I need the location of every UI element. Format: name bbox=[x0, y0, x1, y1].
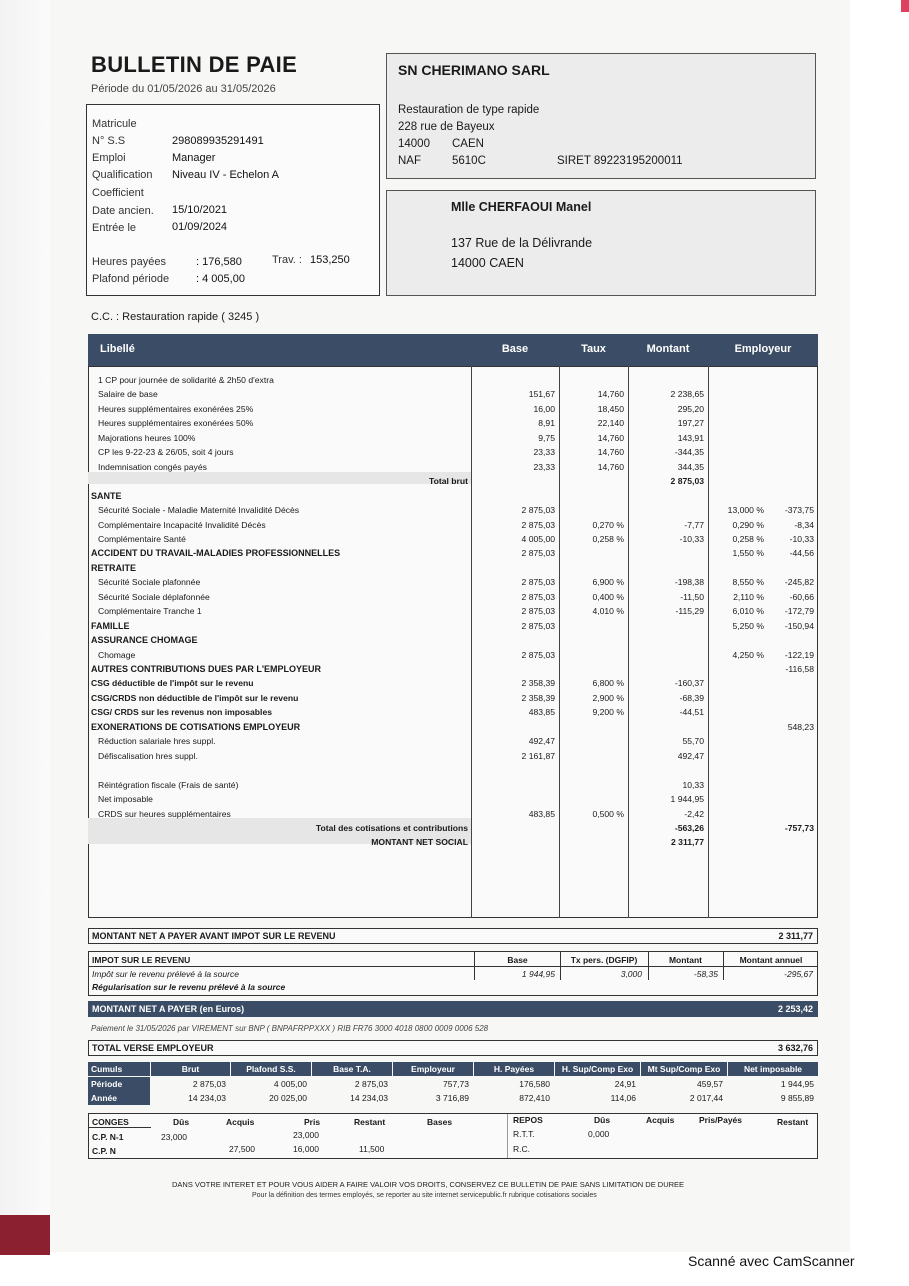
cumuls-header: Base T.A. bbox=[312, 1062, 392, 1076]
emploi-label: Emploi bbox=[92, 152, 126, 164]
row-employer-amount: -60,66 bbox=[789, 591, 814, 602]
row-base: 2 875,03 bbox=[521, 505, 555, 516]
table-row bbox=[88, 417, 818, 431]
row-employer-amount: -373,75 bbox=[784, 505, 814, 516]
row-employer-rate: 13,000 % bbox=[727, 505, 764, 516]
table-row bbox=[88, 533, 818, 547]
row-base: 483,85 bbox=[528, 808, 555, 819]
cumuls-row-label: Période bbox=[88, 1077, 150, 1091]
row-label: Défiscalisation hres suppl. bbox=[98, 750, 198, 761]
row-employer-amount: -116,58 bbox=[785, 664, 814, 674]
income-tax-line: Impôt sur le revenu prélevé à la source bbox=[92, 969, 239, 979]
heures-label: Heures payées bbox=[92, 256, 166, 268]
row-label: Heures supplémentaires exonérées 50% bbox=[98, 418, 254, 429]
table-row bbox=[88, 721, 818, 735]
total-employer-bar bbox=[88, 1040, 818, 1056]
table-row bbox=[88, 605, 818, 619]
row-amount: 197,27 bbox=[677, 418, 704, 429]
row-amount: 2 311,77 bbox=[671, 837, 704, 848]
table-row bbox=[88, 388, 818, 402]
nss-label: N° S.S bbox=[92, 135, 126, 147]
row-amount: 143,91 bbox=[677, 432, 704, 443]
row-base: 2 875,03 bbox=[521, 591, 555, 602]
cp-n1-dus: 23,000 bbox=[161, 1132, 187, 1142]
cumuls-header: Cumuls bbox=[88, 1062, 150, 1076]
table-row bbox=[88, 519, 818, 533]
scan-edge-bottom-left bbox=[0, 1215, 50, 1255]
heures-value: : 176,580 bbox=[196, 256, 242, 268]
row-amount: 344,35 bbox=[677, 461, 704, 472]
row-base: 151,67 bbox=[528, 389, 555, 400]
row-label: Indemnisation congés payés bbox=[98, 461, 207, 472]
row-rate: 0,270 % bbox=[592, 519, 624, 530]
row-amount: -2,42 bbox=[684, 808, 704, 819]
main-table-header bbox=[88, 334, 818, 366]
table-row bbox=[88, 822, 818, 836]
row-label: Heures supplémentaires exonérées 25% bbox=[98, 403, 254, 414]
date-ancien-value: 15/10/2021 bbox=[172, 204, 228, 216]
row-rate: 0,258 % bbox=[592, 533, 624, 544]
row-label: Réduction salariale hres suppl. bbox=[98, 736, 216, 747]
row-label: CP les 9-22-23 & 26/05, soit 4 jours bbox=[98, 447, 234, 458]
row-base: 23,33 bbox=[533, 447, 555, 458]
conges-box bbox=[88, 1113, 818, 1159]
cumuls-cell: 4 005,00 bbox=[273, 1079, 307, 1089]
row-base: 2 358,39 bbox=[521, 678, 555, 689]
recipient-name: Mlle CHERFAOUI Manel bbox=[451, 200, 592, 214]
row-rate: 6,900 % bbox=[592, 577, 624, 588]
date-ancien-label: Date ancien. bbox=[92, 205, 154, 217]
table-row bbox=[88, 836, 818, 850]
row-employer-amount: -122,19 bbox=[784, 649, 814, 660]
conges-header-restant: Restant bbox=[354, 1117, 386, 1127]
row-amount: -68,39 bbox=[679, 692, 704, 703]
company-name: SN CHERIMANO SARL bbox=[398, 62, 550, 78]
conges-header-pris: Pris bbox=[304, 1117, 321, 1127]
row-employer-amount: -8,34 bbox=[794, 519, 814, 530]
row-amount: -198,38 bbox=[674, 577, 704, 588]
row-employer-amount: -757,73 bbox=[784, 822, 814, 833]
row-label: CRDS sur heures supplémentaires bbox=[98, 808, 231, 819]
cumuls-cell: 14 234,03 bbox=[350, 1093, 388, 1103]
repos-header-pris: Pris/Payés bbox=[699, 1115, 743, 1125]
plafond-label: Plafond période bbox=[92, 273, 170, 285]
row-label: FAMILLE bbox=[91, 620, 130, 631]
net-before-tax-label: MONTANT NET A PAYER AVANT IMPOT SUR LE REVENU bbox=[92, 931, 336, 941]
table-row bbox=[88, 764, 818, 778]
cumuls-cell: 757,73 bbox=[443, 1079, 469, 1089]
cp-n1-pris: 23,000 bbox=[293, 1130, 319, 1140]
row-base: 2 875,03 bbox=[521, 649, 555, 660]
row-label: Complémentaire Tranche 1 bbox=[98, 606, 202, 617]
cumuls-cell: 872,410 bbox=[519, 1093, 550, 1103]
table-row bbox=[88, 374, 818, 388]
table-row bbox=[88, 706, 818, 720]
table-row bbox=[88, 475, 818, 489]
income-tax-box bbox=[88, 951, 818, 996]
table-row bbox=[88, 663, 818, 677]
cp-n-restant: 11,500 bbox=[359, 1144, 385, 1154]
table-row bbox=[88, 562, 818, 576]
row-employer-rate: 1,550 % bbox=[732, 548, 764, 559]
row-label: Net imposable bbox=[98, 794, 153, 805]
row-rate: 14,760 bbox=[597, 447, 624, 458]
row-label: Salaire de base bbox=[98, 389, 158, 400]
conges-header-acquis: Acquis bbox=[226, 1117, 255, 1127]
table-row bbox=[88, 750, 818, 764]
row-label: Total brut bbox=[429, 476, 468, 487]
cp-n-label: C.P. N bbox=[92, 1146, 116, 1156]
table-row bbox=[88, 677, 818, 691]
cp-n1-label: C.P. N-1 bbox=[92, 1132, 124, 1142]
table-row bbox=[88, 591, 818, 605]
repos-header-restant: Restant bbox=[777, 1117, 809, 1127]
row-base: 16,00 bbox=[533, 403, 555, 414]
row-amount: -344,35 bbox=[674, 447, 704, 458]
cumuls-header: Plafond S.S. bbox=[231, 1062, 311, 1076]
row-base: 4 005,00 bbox=[521, 533, 555, 544]
row-amount: 1 944,95 bbox=[670, 794, 704, 805]
income-tax-header-rate: Tx pers. (DGFIP) bbox=[570, 955, 638, 965]
header-libelle: Libellé bbox=[100, 343, 135, 355]
cumuls-cell: 14 234,03 bbox=[188, 1093, 226, 1103]
income-tax-header-base: Base bbox=[507, 955, 528, 965]
row-rate: 6,800 % bbox=[592, 678, 624, 689]
table-row bbox=[88, 432, 818, 446]
row-label: RETRAITE bbox=[91, 562, 136, 573]
row-employer-rate: 2,110 % bbox=[733, 591, 764, 602]
cp-n-pris: 16,000 bbox=[293, 1144, 319, 1154]
row-label: EXONERATIONS DE COTISATIONS EMPLOYEUR bbox=[91, 721, 301, 732]
row-label: CSG déductible de l'impôt sur le revenu bbox=[91, 678, 254, 689]
nss-value: 298089935291491 bbox=[172, 135, 264, 147]
row-label: Chomage bbox=[98, 649, 136, 660]
row-amount: -11,50 bbox=[680, 591, 704, 602]
row-base: 483,85 bbox=[528, 707, 555, 718]
row-amount: -44,51 bbox=[679, 707, 704, 718]
cumuls-cell: 2 875,03 bbox=[192, 1079, 226, 1089]
row-amount: 2 875,03 bbox=[670, 476, 704, 487]
row-base: 2 358,39 bbox=[521, 692, 555, 703]
cumuls-cell: 24,91 bbox=[614, 1079, 636, 1089]
table-row bbox=[88, 634, 818, 648]
row-base: 2 875,03 bbox=[521, 577, 555, 588]
row-amount: -10,33 bbox=[679, 533, 704, 544]
row-label: ASSURANCE CHOMAGE bbox=[91, 635, 198, 646]
siret-value: SIRET 89223195200011 bbox=[557, 155, 683, 167]
recipient-city: 14000 CAEN bbox=[451, 256, 524, 270]
row-rate: 14,760 bbox=[597, 461, 624, 472]
income-tax-annual: -295,67 bbox=[784, 969, 813, 979]
row-label: Majorations heures 100% bbox=[98, 432, 196, 443]
cumuls-table bbox=[88, 1062, 818, 1106]
table-row bbox=[88, 779, 818, 793]
row-label: AUTRES CONTRIBUTIONS DUES PAR L'EMPLOYEUR bbox=[91, 664, 321, 674]
row-rate: 9,200 % bbox=[592, 707, 624, 718]
camscanner-watermark: Scanné avec CamScanner bbox=[688, 1253, 855, 1269]
repos-title: REPOS bbox=[513, 1115, 543, 1125]
row-label: Réintégration fiscale (Frais de santé) bbox=[98, 779, 239, 790]
row-rate: 2,900 % bbox=[592, 692, 624, 703]
cumuls-cell: 9 855,89 bbox=[780, 1093, 814, 1103]
conges-header-bases: Bases bbox=[427, 1117, 453, 1127]
entree-label: Entrée le bbox=[92, 222, 137, 234]
row-rate: 18,450 bbox=[597, 403, 624, 414]
row-base: 8,91 bbox=[538, 418, 555, 429]
row-rate: 14,760 bbox=[597, 432, 624, 443]
row-label: CSG/ CRDS sur les revenus non imposables bbox=[91, 707, 272, 718]
header-taux: Taux bbox=[581, 343, 606, 355]
income-tax-header-amount: Montant bbox=[668, 955, 703, 965]
row-amount: -7,77 bbox=[684, 519, 704, 530]
cumuls-cell: 2 875,03 bbox=[354, 1079, 388, 1089]
cumuls-header: H. Sup/Comp Exo bbox=[555, 1062, 640, 1076]
trav-value: 153,250 bbox=[310, 254, 350, 266]
total-employer-label: TOTAL VERSE EMPLOYEUR bbox=[92, 1043, 214, 1053]
net-to-pay-bar bbox=[88, 1001, 818, 1017]
row-base: 2 875,03 bbox=[521, 620, 555, 631]
row-label: Sécurité Sociale plafonnée bbox=[98, 577, 201, 588]
row-employer-rate: 8,550 % bbox=[732, 577, 764, 588]
header-base: Base bbox=[501, 343, 529, 355]
row-base: 2 161,87 bbox=[521, 750, 555, 761]
row-rate: 0,500 % bbox=[592, 808, 624, 819]
row-amount: 492,47 bbox=[677, 750, 704, 761]
row-base: 23,33 bbox=[533, 461, 555, 472]
header-employeur: Employeur bbox=[734, 343, 792, 355]
cumuls-cell: 20 025,00 bbox=[269, 1093, 307, 1103]
row-amount: 10,33 bbox=[682, 779, 704, 790]
table-row bbox=[88, 461, 818, 475]
row-base: 2 875,03 bbox=[521, 548, 555, 559]
row-amount: -115,29 bbox=[675, 606, 704, 617]
rc-label: R.C. bbox=[513, 1144, 530, 1154]
company-activity: Restauration de type rapide bbox=[398, 104, 540, 116]
row-rate: 0,400 % bbox=[592, 591, 624, 602]
row-amount: -160,37 bbox=[674, 678, 704, 689]
income-tax-base: 1 944,95 bbox=[521, 969, 555, 979]
net-to-pay-label: MONTANT NET A PAYER (en Euros) bbox=[92, 1004, 245, 1014]
pay-period: Période du 01/05/2026 au 31/05/2026 bbox=[91, 83, 276, 95]
table-row bbox=[88, 504, 818, 518]
net-to-pay-value: 2 253,42 bbox=[777, 1004, 813, 1014]
row-label: ACCIDENT DU TRAVAIL-MALADIES PROFESSIONNELLES bbox=[91, 548, 341, 559]
row-rate: 14,760 bbox=[597, 389, 624, 400]
row-base: 9,75 bbox=[538, 432, 555, 443]
row-amount: 2 238,65 bbox=[670, 389, 704, 400]
row-base: 2 875,03 bbox=[521, 606, 555, 617]
company-zip: 14000 bbox=[398, 138, 430, 150]
table-row bbox=[88, 793, 818, 807]
row-amount: -563,26 bbox=[674, 822, 704, 833]
cumuls-header: Net imposable bbox=[728, 1062, 818, 1076]
cumuls-header: Mt Sup/Comp Exo bbox=[641, 1062, 727, 1076]
table-row bbox=[88, 692, 818, 706]
qualification-value: Niveau IV - Echelon A bbox=[172, 169, 280, 181]
row-label: SANTE bbox=[91, 490, 122, 501]
row-base: 492,47 bbox=[528, 736, 555, 747]
row-employer-amount: -150,94 bbox=[784, 620, 814, 631]
matricule-label: Matricule bbox=[92, 118, 137, 130]
table-row bbox=[88, 446, 818, 460]
cumuls-cell: 1 944,95 bbox=[780, 1079, 814, 1089]
row-employer-rate: 0,290 % bbox=[732, 519, 764, 530]
rtt-label: R.T.T. bbox=[513, 1129, 535, 1139]
row-employer-rate: 5,250 % bbox=[732, 620, 764, 631]
coefficient-label: Coefficient bbox=[92, 187, 144, 199]
row-label: Sécurité Sociale déplafonnée bbox=[98, 591, 210, 602]
cp-n-acquis: 27,500 bbox=[229, 1144, 255, 1154]
emploi-value: Manager bbox=[172, 152, 216, 164]
income-tax-rate: 3,000 bbox=[620, 969, 642, 979]
footer-definition: Pour la définition des termes employés, se reporter au site internet servicepublic.fr rubrique cotisations sociales bbox=[252, 1192, 597, 1199]
qualification-label: Qualification bbox=[92, 169, 153, 181]
convention-collective: C.C. : Restauration rapide ( 3245 ) bbox=[91, 311, 260, 323]
table-row bbox=[88, 808, 818, 822]
cumuls-header: H. Payées bbox=[474, 1062, 554, 1076]
row-label: CSG/CRDS non déductible de l'impôt sur le revenu bbox=[91, 692, 299, 703]
row-base: 2 875,03 bbox=[521, 519, 555, 530]
row-employer-amount: -245,82 bbox=[784, 577, 814, 588]
row-label: 1 CP pour journée de solidarité & 2h50 d'extra bbox=[98, 375, 274, 385]
trav-label: Trav. : bbox=[272, 254, 302, 266]
rtt-dus: 0,000 bbox=[588, 1129, 610, 1139]
net-before-tax-bar bbox=[88, 928, 818, 944]
row-employer-amount: 548,23 bbox=[787, 721, 814, 732]
row-label: Complémentaire Santé bbox=[98, 533, 186, 544]
plafond-value: : 4 005,00 bbox=[196, 273, 245, 285]
table-row bbox=[88, 649, 818, 663]
cumuls-header: Employeur bbox=[393, 1062, 473, 1076]
income-tax-regularisation: Régularisation sur le revenu prélevé à la source bbox=[92, 982, 286, 992]
table-row bbox=[88, 490, 818, 504]
cumuls-cell: 459,57 bbox=[697, 1079, 723, 1089]
conges-title: CONGES bbox=[92, 1117, 129, 1127]
conges-header-dus: Dûs bbox=[173, 1117, 190, 1127]
income-tax-header-annual: Montant annuel bbox=[739, 955, 803, 965]
repos-header-dus: Dûs bbox=[594, 1115, 611, 1125]
table-row bbox=[88, 547, 818, 561]
document-title: BULLETIN DE PAIE bbox=[91, 52, 298, 77]
cumuls-header: Brut bbox=[151, 1062, 230, 1076]
recipient-street: 137 Rue de la Délivrande bbox=[451, 236, 593, 250]
table-row bbox=[88, 735, 818, 749]
row-amount: 295,20 bbox=[677, 403, 704, 414]
cumuls-row-label: Année bbox=[88, 1091, 150, 1105]
net-before-tax-value: 2 311,77 bbox=[778, 931, 813, 941]
row-employer-rate: 0,258 % bbox=[732, 533, 764, 544]
row-employer-amount: -44,56 bbox=[789, 548, 814, 559]
row-label: Complémentaire Incapacité Invalidité Décès bbox=[98, 519, 266, 530]
cumuls-cell: 176,580 bbox=[519, 1079, 550, 1089]
row-employer-rate: 6,010 % bbox=[732, 606, 764, 617]
cumuls-cell: 3 716,89 bbox=[435, 1093, 469, 1103]
row-employer-amount: -10,33 bbox=[789, 533, 814, 544]
row-label: Total des cotisations et contributions bbox=[315, 822, 468, 833]
row-amount: 55,70 bbox=[682, 736, 704, 747]
row-employer-amount: -172,79 bbox=[784, 606, 814, 617]
table-row bbox=[88, 576, 818, 590]
income-tax-amount: -58,35 bbox=[693, 969, 718, 979]
cumuls-cell: 2 017,44 bbox=[689, 1093, 723, 1103]
table-row bbox=[88, 620, 818, 634]
row-rate: 22,140 bbox=[597, 418, 624, 429]
cumuls-cell: 114,06 bbox=[610, 1093, 636, 1103]
row-rate: 4,010 % bbox=[592, 606, 624, 617]
entree-value: 01/09/2024 bbox=[172, 221, 228, 233]
footer-notice: DANS VOTRE INTERET ET POUR VOUS AIDER A FAIRE VALOIR VOS DROITS, CONSERVEZ CE BULLETIN DE PAIE SANS LIMITATION DE DUREE bbox=[172, 1180, 685, 1189]
header-montant: Montant bbox=[646, 343, 690, 355]
naf-label: NAF bbox=[398, 155, 421, 167]
company-city: CAEN bbox=[452, 138, 484, 150]
row-label: MONTANT NET SOCIAL bbox=[371, 837, 468, 848]
row-label: Sécurité Sociale - Maladie Maternité Invalidité Décès bbox=[98, 505, 300, 516]
repos-header-acquis: Acquis bbox=[646, 1115, 675, 1125]
company-street: 228 rue de Bayeux bbox=[398, 121, 495, 133]
income-tax-title: IMPOT SUR LE REVENU bbox=[92, 955, 191, 965]
table-row bbox=[88, 403, 818, 417]
total-employer-value: 3 632,76 bbox=[777, 1043, 813, 1053]
naf-value: 5610C bbox=[452, 155, 486, 167]
payment-note: Paiement le 31/05/2026 par VIREMENT sur BNP ( BNPAFRPPXXX ) RIB FR76 3000 4018 0800 0009 0006 528 bbox=[91, 1024, 489, 1033]
scan-edge-top-right bbox=[901, 0, 909, 12]
scan-background-left bbox=[0, 0, 50, 1250]
row-employer-rate: 4,250 % bbox=[732, 649, 764, 660]
